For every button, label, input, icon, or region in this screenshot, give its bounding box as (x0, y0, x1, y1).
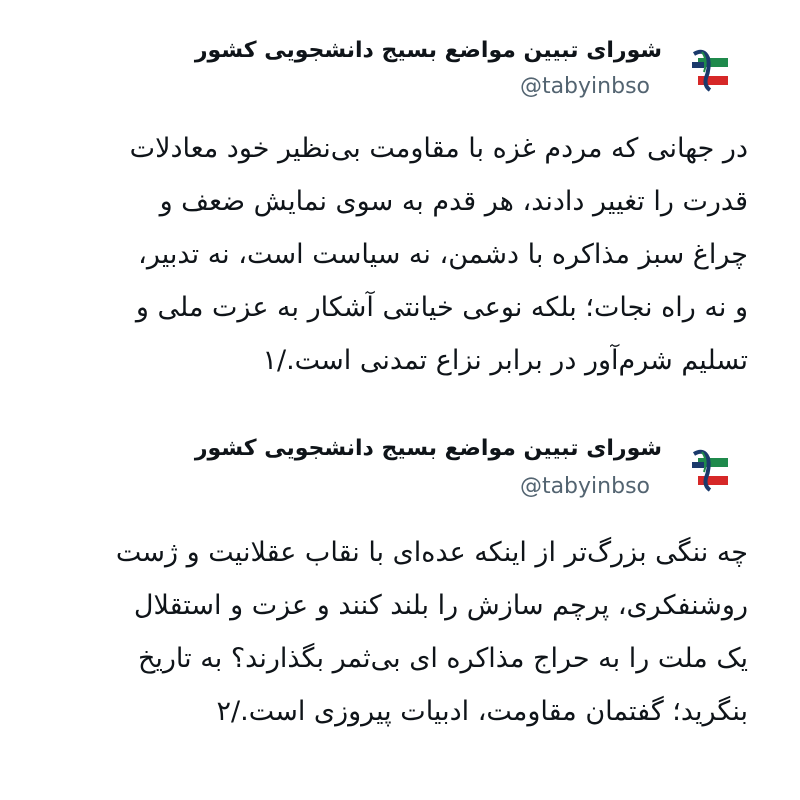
bsj-flag-logo-icon (684, 42, 740, 98)
tweet-text-line: روشنفکری، پرچم سازش را بلند کنند و عزت و استقلال (133, 590, 748, 621)
bsj-flag-logo-icon (684, 442, 740, 498)
handle[interactable]: @tabyinbso (519, 474, 650, 499)
tweet-text-line: در جهانی که مردم غزه با مقاومت بی‌نظیر خود معادلات (129, 133, 748, 164)
tweet-text-line: و نه راه نجات؛ بلکه نوعی خیانتی آشکار به عزت ملی و (135, 292, 748, 323)
tweet-text-line: چراغ سبز مذاکره با دشمن، نه سیاست است، نه تدبیر، (138, 239, 748, 270)
display-name[interactable]: شورای تبیین مواضع بسیج دانشجویی کشور (194, 436, 662, 461)
tweet-text-line: بنگرید؛ گفتمان مقاومت، ادبیات پیروزی است./۲ (216, 696, 748, 727)
tweet-text-line: قدرت را تغییر دادند، هر قدم به سوی نمایش ضعف و (159, 186, 748, 217)
display-name[interactable]: شورای تبیین مواضع بسیج دانشجویی کشور (194, 38, 662, 63)
tweet-text (58, 526, 748, 738)
avatar[interactable] (684, 42, 740, 98)
tweet-text (58, 122, 748, 387)
tweet-text-line: چه ننگی بزرگ‌تر از اینکه عده‌ای با نقاب عقلانیت و ژست (115, 537, 748, 568)
tweet-text-line: تسلیم شرم‌آور در برابر نزاع تمدنی است./۱ (262, 345, 748, 376)
avatar[interactable] (684, 442, 740, 498)
tweet-text-line: یک ملت را به حراج مذاکره ای بی‌ثمر بگذارند؟ به تاریخ (137, 643, 748, 674)
handle[interactable]: @tabyinbso (519, 74, 650, 99)
